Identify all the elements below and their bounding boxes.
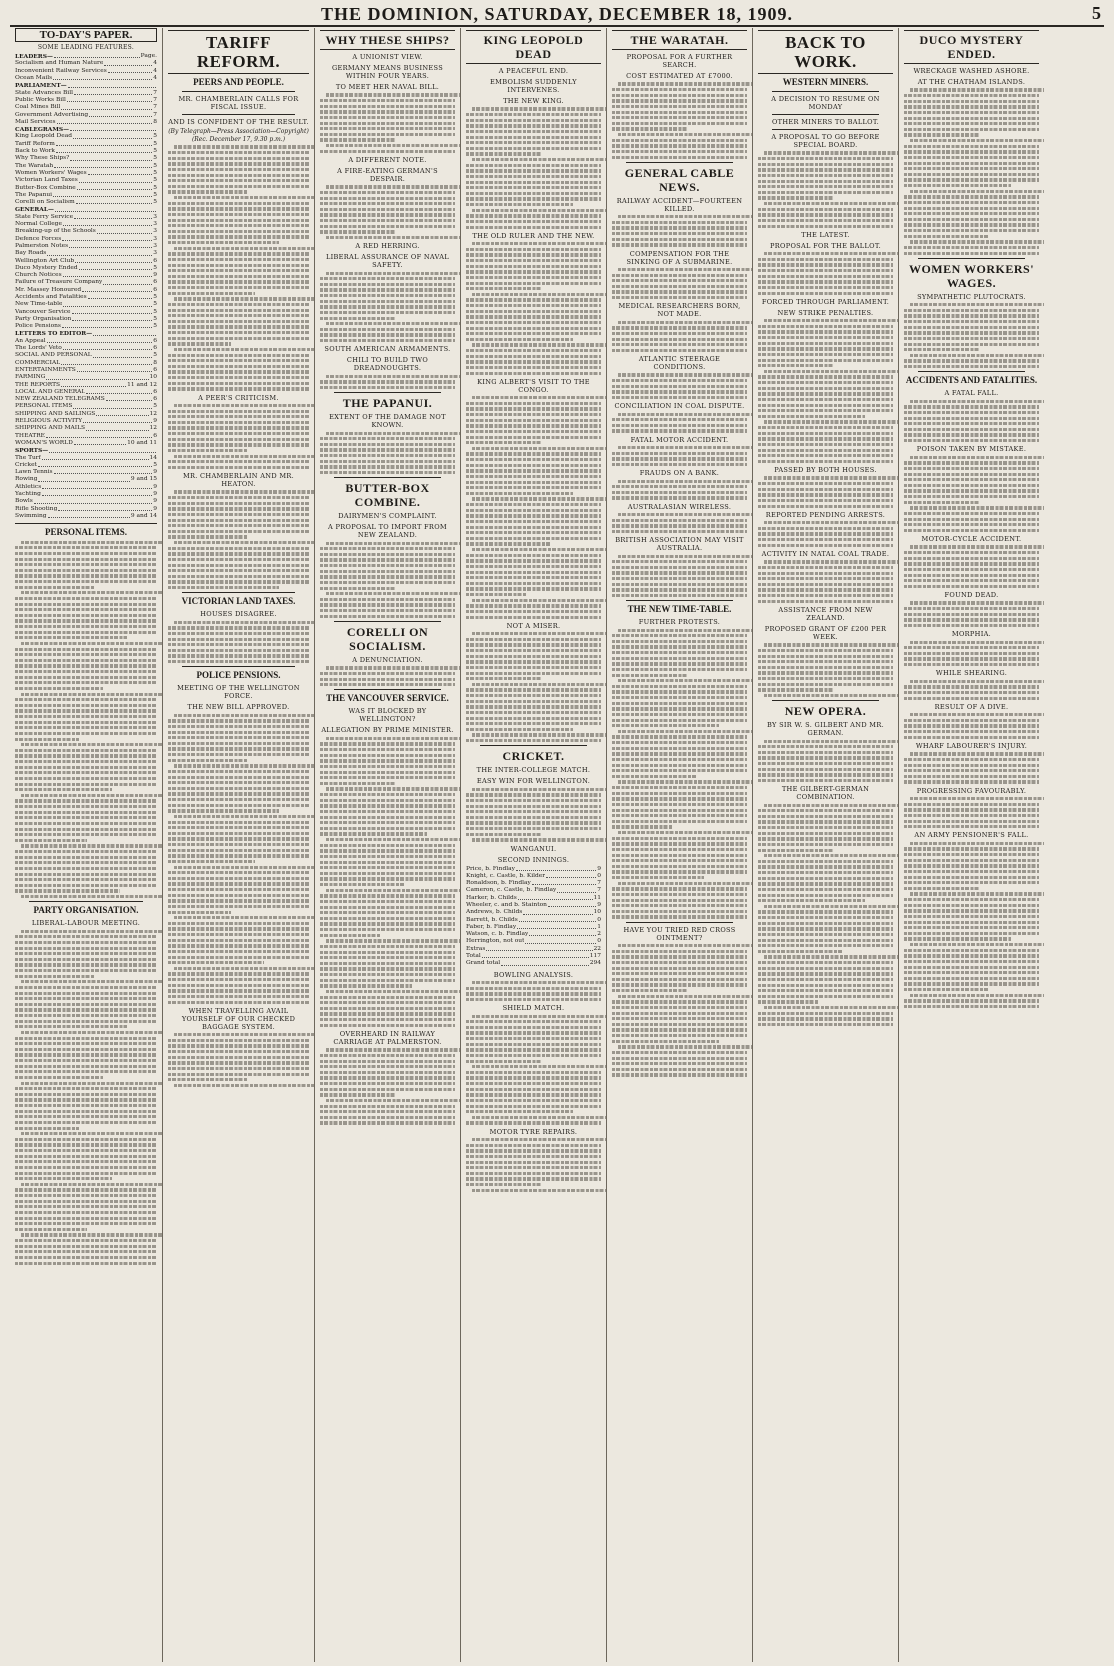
contents-row: Party Organisation 5 [15,315,157,322]
filler-text [466,1138,601,1192]
article-heading: A RED HERRING. [355,242,420,251]
papanui-headline: THE PAPANUI. [342,396,433,411]
contents-row: Police Pensions 5 [15,323,157,330]
article-heading: EMBOLISM SUDDENLY INTERVENES. [490,78,577,94]
contents-row: Mr. Massey Honoured 6 [15,286,157,293]
article-heading: ACTIVITY IN NATAL COAL TRADE. [761,549,890,558]
article-heading: AN ARMY PENSIONER'S FALL. [914,831,1029,840]
article-heading: WHILE SHEARING. [935,669,1008,678]
filler-text [466,1015,601,1125]
article-heading: FATAL MOTOR ACCIDENT. [630,435,729,444]
article-heading: MR. CHAMBERLAIN AND MR. HEATON. [182,472,295,488]
party-subheading: LIBERAL-LABOUR MEETING. [31,919,141,928]
article-heading: MEDICAL RESEARCHERS BORN, NOT MADE. [618,302,741,319]
contents-row: Athletics 9 [15,483,157,490]
filler-text [466,107,601,228]
article-heading: EASY WIN FOR WELLINGTON. [476,777,591,786]
grand-total-row: Grand total 294 [466,960,601,967]
contents-row: Socialism and Human Nature 4 [15,60,157,67]
filler-text [612,82,747,158]
article-heading: A PEER'S CRITICISM. [198,393,279,402]
advert-heading: HAVE YOU TRIED RED CROSS OINTMENT? [623,925,736,942]
filler-text [612,413,747,433]
filler-text [320,542,455,618]
contents-row: State Advances Bill 7 [15,89,157,96]
article-heading: AT THE CHATHAM ISLANDS. [917,78,1026,86]
advert-heading: OVERHEARD IN RAILWAY CARRIAGE AT PALMERSTON. [333,1029,442,1046]
article-heading: COST ESTIMATED AT £7000. [626,72,733,80]
article-heading: OTHER MINERS TO BALLOT. [771,118,880,126]
contents-row: The Lords' Veto 6 [15,345,157,352]
column-5 [607,28,753,1662]
contents-row: Accidents and Fatalities 5 [15,293,157,300]
contents-row: THE REPORTS 11 and 12 [15,381,157,388]
article-heading: A PEACEFUL END. [498,67,569,75]
article-heading: FOUND DEAD. [944,591,999,599]
filler-text [758,521,893,547]
article-heading: LIBERAL ASSURANCE OF NAVAL SAFETY. [325,253,450,270]
filler-text [320,375,455,389]
article-heading: SYMPATHETIC PLUTOCRATS. [917,292,1026,301]
article-heading: FORCED THROUGH PARLIAMENT. [761,297,890,306]
column-4 [461,28,607,1662]
filler-text [612,321,747,352]
filler-text [466,981,601,1001]
contents-row: Yachting 9 [15,491,157,497]
contents-row: Rifle Shooting 9 [15,505,157,512]
contents-row: WOMAN'S WORLD 10 and 11 [15,439,157,446]
duco-mystery-headline: DUCO MYSTERY ENDED. [904,30,1039,64]
article-heading: A UNIONIST VIEW. [352,53,423,61]
filler-text [612,944,747,1077]
total-row: Total 117 [466,953,601,960]
contents-row: Lawn Tennis 9 [15,469,157,476]
filler-text [758,476,893,507]
article-heading: ALLEGATION BY PRIME MINISTER. [321,726,454,735]
article-heading: BRITISH ASSOCIATION MAY VISIT AUSTRALIA. [615,536,744,553]
time-table-heading: THE NEW TIME-TABLE. [627,604,732,615]
filler-text [904,545,1039,588]
filler-text [320,432,455,475]
article-heading: SHIELD MATCH. [502,1004,565,1013]
advert-heading: MOTOR TYRE REPAIRS. [489,1127,578,1136]
score-row: Extras 22 [466,945,601,952]
contents-row: Swimming 9 and 14 [15,512,157,519]
masthead [10,3,1104,27]
score-row: Herrington, not out 0 [466,938,601,945]
personal-items-heading: PERSONAL ITEMS. [44,527,128,538]
filler-text [168,714,309,1004]
headline-sub: WESTERN MINERS. [782,77,869,87]
score-row: Knight, c. Castle, b. Kilder 0 [466,872,601,879]
contents-row: Bowls 9 [15,498,157,505]
contents-list [15,53,157,520]
article-heading: BY SIR W. S. GILBERT AND MR. GERMAN. [766,721,885,738]
article-heading: FURTHER PROTESTS. [638,618,721,627]
article-heading: NOT A MISER. [506,621,561,630]
filler-text [466,632,601,742]
article-heading: PASSED BY BOTH HOUSES. [774,466,877,474]
vancouver-service-heading: THE VANCOUVER SERVICE. [326,693,449,704]
article-heading: RAILWAY ACCIDENT—FOURTEEN KILLED. [616,196,743,213]
score-row: Cameron, c. Castle, b. Findlay 7 [466,887,601,894]
score-row: Andrews, b. Childs 10 [466,909,601,916]
waratah-headline: THE WARATAH. [612,30,747,50]
filler-text [168,621,309,664]
why-these-ships-headline: WHY THESE SHIPS? [320,30,455,50]
filler-text [904,400,1039,443]
article-heading: NEW STRIKE PENALTIES. [777,308,874,317]
filler-text [904,842,1039,1008]
cricket-headline: CRICKET. [502,749,565,764]
score-row: Watson, c. b. Findlay 2 [466,931,601,938]
article-heading: THE NEW BILL APPROVED. [187,703,290,712]
headline-sub: MR. CHAMBERLAIN CALLS FOR FISCAL ISSUE. [178,95,299,111]
contents-row: Palmerston Notes 3 [15,242,157,249]
contents-row: CABLEGRAMS— [15,126,157,133]
article-heading: THE GILBERT-GERMAN COMBINATION. [781,785,870,802]
column-3 [315,28,461,1662]
contents-row: Ocean Mails 4 [15,75,157,82]
contents-row: State Ferry Service 3 [15,213,157,220]
filler-text [168,404,309,469]
contents-row: Victorian Land Taxes 5 [15,177,157,184]
article-heading: EXTENT OF THE DAMAGE NOT KNOWN. [329,413,446,430]
filler-text [612,555,747,598]
contents-row: Butter-Box Combine 5 [15,184,157,191]
article-heading: A DECISION TO RESUME ON MONDAY [771,95,880,111]
score-row: Barrett, b. Childs 0 [466,916,601,923]
contents-row: Defence Forces 3 [15,235,157,242]
contents-row: Church Notices 9 [15,272,157,279]
contents-row: Rowing 9 and 15 [15,476,157,483]
contents-row: SHIPPING AND SAILINGS 12 [15,410,157,417]
score-row: Wheeler, c. and b. Stainton 9 [466,901,601,908]
contents-row: The Waratah 5 [15,162,157,169]
contents-row: Wellington Art Club 6 [15,257,157,264]
article-heading: WHARF LABOURER'S INJURY. [915,741,1028,750]
article-heading: A DENUNCIATION. [352,655,423,664]
filler-text [904,303,1039,368]
article-heading: CONCILIATION IN COAL DISPUTE. [614,402,745,411]
victorian-land-taxes-heading: VICTORIAN LAND TAXES. [181,596,296,607]
filler-text [904,601,1039,627]
new-opera-headline: NEW OPERA. [784,704,867,719]
article-heading: A PROPOSAL TO IMPORT FROM NEW ZEALAND. [328,523,447,540]
contents-row: King Leopold Dead 5 [15,133,157,140]
article-heading: WRECKAGE WASHED ASHORE. [913,67,1030,75]
received-date: (Rec. December 17, 9.30 p.m.) [191,135,286,143]
article-heading: MOTOR-CYCLE ACCIDENT. [921,535,1022,543]
article-heading: THE LATEST. [801,230,850,239]
filler-text [758,319,893,463]
filler-text [758,804,893,1027]
filler-text [904,752,1039,783]
article-heading: DAIRYMEN'S COMPLAINT. [338,512,437,521]
article-heading: TO MEET HER NAVAL BILL. [335,83,440,91]
article-heading: POISON TAKEN BY MISTAKE. [916,445,1027,454]
general-cable-news-headline: GENERAL CABLE NEWS. [624,165,735,194]
article-heading: FRAUDS ON A BANK. [639,469,720,478]
contents-row: SHIPPING AND MAILS 12 [15,425,157,432]
contents-row: Mail Services 8 [15,118,157,125]
contents-row: SOCIAL AND PERSONAL 5 [15,352,157,359]
contents-row: SPORTS— [15,447,157,454]
article-heading: THE OLD RULER AND THE NEW. [472,231,595,240]
article-heading: ATLANTIC STEERAGE CONDITIONS. [638,355,721,371]
article-heading: ASSISTANCE FROM NEW ZEALAND. [778,605,873,622]
filler-text [168,145,309,390]
filler-text [320,666,455,686]
scorecard [466,866,601,954]
filler-text [758,252,893,295]
contents-row: Breaking-up of the Schools 3 [15,228,157,235]
party-organisation-heading: PARTY ORGANISATION. [33,905,139,916]
contents-row: RELIGIOUS ACTIVITY 9 [15,418,157,425]
contents-row: Public Works Bill 7 [15,96,157,103]
team-heading: WANGANUI. [510,844,557,853]
press-credit: (By Telegraph—Press Association—Copyright) [168,128,309,135]
contents-row: New Time-table 5 [15,301,157,308]
contents-row: GENERAL— [15,206,157,213]
back-to-work-headline: BACK TO WORK. [758,30,893,74]
column-7 [899,28,1044,1662]
filler-text [904,456,1039,532]
contents-subtitle: SOME LEADING FEATURES. [37,44,135,52]
score-row: Faber, b. Findlay 1 [466,923,601,930]
contents-row: The Turf 14 [15,454,157,461]
headline-sub: PEERS AND PEOPLE. [193,77,284,87]
filler-text [612,268,747,299]
contents-row: Duco Mystery Ended 5 [15,264,157,271]
contents-row: Vancouver Service 5 [15,308,157,315]
contents-row: Corelli on Socialism 5 [15,199,157,206]
filler-text [904,797,1039,828]
contents-row: NEW ZEALAND TELEGRAMS 6 [15,396,157,403]
filler-text [612,629,747,919]
contents-row: Coal Mines Bill 7 [15,104,157,111]
article-heading: PROPOSAL FOR A FURTHER SEARCH. [626,53,733,69]
filler-text [466,396,601,619]
article-heading: REPORTED PENDING ARRESTS. [765,510,886,519]
filler-text [758,643,893,697]
article-heading: A FIRE-EATING GERMAN'S DESPAIR. [337,166,438,183]
contents-row: Tariff Reform 5 [15,140,157,147]
article-heading: KING ALBERT'S VISIT TO THE CONGO. [477,377,590,394]
column-6 [753,28,899,1662]
contents-row: FARMING 10 [15,374,157,381]
contents-row: PARLIAMENT— [15,82,157,89]
contents-row: LEADERS— Page. [15,53,157,61]
headline-sub: AND IS CONFIDENT OF THE RESULT. [168,118,309,126]
filler-text [612,373,747,399]
article-heading: PROPOSAL FOR THE BALLOT. [770,241,881,250]
filler-text [466,788,601,842]
article-heading: MEETING OF THE WELLINGTON FORCE. [177,684,300,701]
accidents-heading: ACCIDENTS AND FATALITIES. [905,375,1038,386]
tariff-reform-headline: TARIFF REFORM. [168,30,309,74]
filler-text [758,740,893,783]
filler-text [612,215,747,246]
masthead-title: THE DOMINION, SATURDAY, DECEMBER 18, 1909. [321,3,793,24]
contents-row: LOCAL AND GENERAL 6 [15,388,157,395]
article-heading: THE NEW KING. [503,97,564,105]
corelli-headline: CORELLI ON SOCIALISM. [346,624,429,653]
article-heading: BOWLING ANALYSIS. [493,970,574,979]
contents-row: Why These Ships? 5 [15,155,157,162]
page-number: 5 [1092,3,1102,23]
columns [10,28,1104,1662]
advert-heading: WHEN TRAVELLING AVAIL YOURSELF OF OUR CHECKED BAGGAGE SYSTEM. [181,1006,296,1031]
filler-text [168,490,309,589]
contents-row: THEATRE 6 [15,432,157,439]
contents-row: COMMERCIAL 8 [15,359,157,366]
filler-text [612,513,747,533]
butter-box-headline: BUTTER-BOX COMBINE. [345,481,430,510]
filler-text [466,242,601,375]
column-2 [163,28,315,1662]
article-heading: SOUTH AMERICAN ARMAMENTS. [324,345,451,354]
filler-text [15,541,157,899]
article-heading: PROGRESSING FAVOURABLY. [916,786,1027,795]
filler-text [320,93,455,152]
filler-text [15,930,157,1265]
article-heading: AUSTRALASIAN WIRELESS. [627,502,732,511]
police-pensions-heading: POLICE PENSIONS. [196,670,281,681]
column-1 [10,28,163,1662]
article-heading: A PROPOSAL TO GO BEFORE SPECIAL BOARD. [771,133,880,149]
contents-row: Inconvenient Railway Services 4 [15,67,157,74]
innings-heading: SECOND INNINGS. [497,855,570,864]
score-row: Harker, b. Childs 11 [466,894,601,901]
article-heading: COMPENSATION FOR THE SINKING OF A SUBMARINE. [626,249,733,266]
king-leopold-headline: KING LEOPOLD DEAD [466,30,601,64]
contents-row: LETTERS TO EDITOR— [15,330,157,337]
article-heading: HOUSES DISAGREE. [200,610,277,619]
article-heading: PROPOSED GRANT OF £200 PER WEEK. [764,624,887,641]
filler-text [904,713,1039,739]
contents-row: PERSONAL ITEMS 5 [15,403,157,410]
contents-row: Women Workers' Wages 5 [15,169,157,176]
filler-text [612,446,747,466]
women-workers-headline: WOMEN WORKERS' WAGES. [908,261,1035,290]
filler-text [758,560,893,603]
filler-text [320,185,455,239]
score-row: Price, b. Findlay 9 [466,865,601,872]
contents-row: The Papanui 5 [15,191,157,198]
filler-text [904,680,1039,700]
score-row: Ronaldson, b. Findlay 7 [466,880,601,887]
contents-row: Government Advertising 7 [15,111,157,118]
article-heading: GERMANY MEANS BUSINESS WITHIN FOUR YEARS. [331,64,444,80]
article-heading: THE INTER-COLLEGE MATCH. [476,766,591,775]
filler-text [320,272,455,343]
filler-text [320,737,455,1027]
filler-text [904,88,1039,254]
contents-row: ENTERTAINMENTS 6 [15,366,157,373]
contents-row: Back to Work 5 [15,148,157,155]
contents-title: TO-DAY'S PAPER. [15,28,157,42]
contents-row: Failure of Treasure Company 6 [15,279,157,286]
filler-text [168,1033,309,1087]
filler-text [758,151,893,227]
filler-text [612,480,747,500]
article-heading: CHILI TO BUILD TWO DREADNOUGHTS. [346,356,429,373]
contents-row: Bay Roads 3 [15,250,157,257]
article-heading: MORPHIA. [951,630,992,639]
filler-text [904,641,1039,667]
contents-row: Cricket 5 [15,461,157,468]
contents-row: An Appeal 6 [15,337,157,344]
article-heading: RESULT OF A DIVE. [934,702,1009,711]
contents-row: Normal College 3 [15,221,157,228]
article-heading: A DIFFERENT NOTE. [348,155,427,164]
article-heading: A FATAL FALL. [944,389,999,398]
article-heading: WAS IT BLOCKED BY WELLINGTON? [348,707,427,724]
filler-text [320,1048,455,1124]
